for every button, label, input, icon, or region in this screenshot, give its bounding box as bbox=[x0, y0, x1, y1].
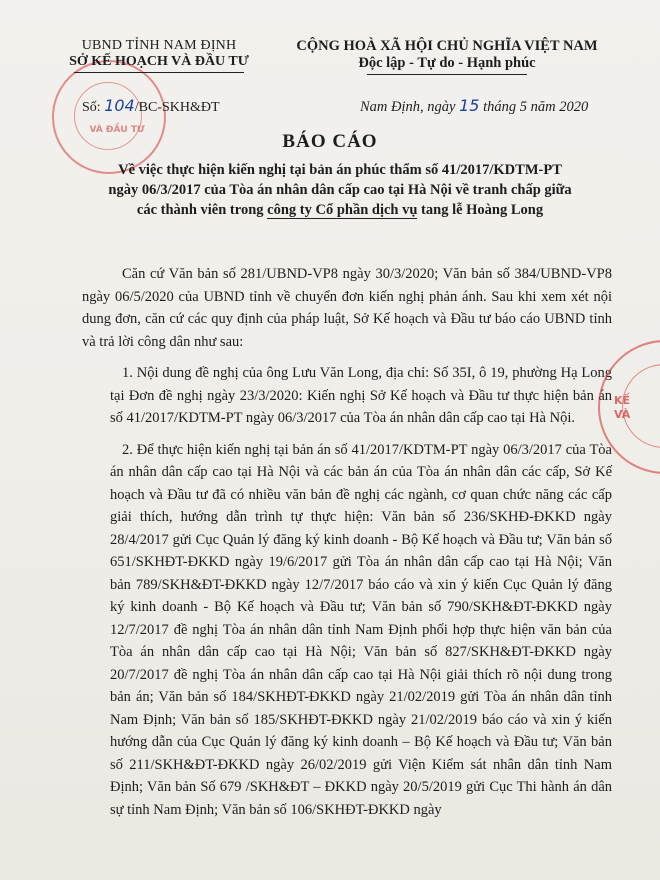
document-date bbox=[360, 96, 588, 116]
red-seal-stamp-left bbox=[52, 60, 166, 174]
seal-text-right: KẾ VÀ bbox=[614, 394, 631, 421]
doc-number-prefix: Số: bbox=[82, 100, 101, 115]
national-motto bbox=[282, 38, 612, 75]
subject-line-2: ngày 06/3/2017 của Tòa án nhân dân cấp cao tại Hà Nội về tranh chấp giữa bbox=[108, 182, 572, 198]
document-title: BÁO CÁO bbox=[282, 131, 378, 152]
document-subject bbox=[60, 160, 620, 220]
paragraph-item-2: 2. Để thực hiện kiến nghị tại bản án số 41/2017/KDTM-PT ngày 06/3/2017 của Tòa án nhân dân cấp cao tại Hà Nội và các bản án của Tòa án nhân dân các cấp, Sở Kế hoạch và Đầu tư đã có nhiều văn bản đề nghị các ngành, cơ quan chức năng các cấp giải thích, hướng dẫn trình tự thực hiện: Văn bản số 236/SKHĐ-ĐKKD ngày 28/4/2017 gửi Cục Quản lý đăng ký kinh doanh - Bộ Kế hoạch và Đầu tư; Văn bản số 651/SKHĐT-ĐKKD ngày 19/6/2017 gửi Tòa án nhân dân cấp cao tại Hà Nội; Văn bản 789/SKH&ĐT-ĐKKD ngày 12/7/2017 báo cáo và xin ý kiến Cục Quản lý đăng ký kinh doanh - Bộ Kế hoạch và Đầu tư; Văn bản số 790/SKH&ĐT-ĐKKD ngày 12/7/2017 đề nghị Tòa án nhân dân tỉnh Nam Định phối hợp thực hiện văn bản của Tòa án nhân dân cấp cao tại Hà Nội; Văn bản số 827/SKH&ĐT-ĐKKD ngày 20/7/2017 đề nghị Tòa án nhân dân cấp cao tại Hà Nội giải thích rõ nội dung trong bản án; Văn bản số 184/SKHĐT-ĐKKD ngày 21/02/2019 gửi Tòa án nhân dân tỉnh Nam Định; Văn bản số 185/SKHĐT-ĐKKD ngày 21/02/2019 báo cáo và xin ý kiến hướng dẫn của Cục Quản lý đăng ký kinh doanh – Bộ Kế hoạch và Đầu tư; Văn bản số 211/SKH&ĐT-ĐKKD ngày 26/02/2019 gửi Viện Kiểm sát nhân dân tỉnh Nam Định; Văn bản Số 679 /SKH&ĐT – ĐKKD ngày 20/5/2019 gửi Cục Thi hành án dân sự tỉnh Nam Định; Văn bản số 106/SKHĐT-ĐKKD ngày bbox=[110, 441, 612, 818]
date-prefix: Nam Định, ngày bbox=[360, 99, 456, 115]
document-body bbox=[82, 263, 612, 830]
doc-number-handwritten: 104 bbox=[104, 96, 135, 115]
paragraph-item-1: 1. Nội dung đề nghị của ông Lưu Văn Long, địa chỉ: Số 35I, ô 19, phường Hạ Long tại Đơn đề nghị ngày 23/3/2020: Kiến nghị Sở Kế hoạch và Đầu tư thực hiện bản án số 41/2017/KDTM-PT ngày 06/3/2017 của Tòa án nhân dân cấp cao tại Hà Nội. bbox=[110, 365, 612, 426]
agency-name: SỞ KẾ HOẠCH VÀ ĐẦU TƯ bbox=[69, 54, 249, 69]
date-suffix: tháng 5 năm 2020 bbox=[483, 99, 589, 115]
motto-underline bbox=[367, 74, 527, 75]
agency-parent: UBND TỈNH NAM ĐỊNH bbox=[81, 38, 237, 53]
doc-number-suffix: /BC-SKH&ĐT bbox=[134, 100, 220, 115]
underlined-company: công ty Cổ phần dịch vụ bbox=[267, 202, 418, 218]
subject-line-1: Về việc thực hiện kiến nghị tại bản án phúc thẩm số 41/2017/KDTM-PT bbox=[118, 162, 562, 178]
country-name: CỘNG HOÀ XÃ HỘI CHỦ NGHĨA VIỆT NAM bbox=[296, 38, 598, 54]
motto-text: Độc lập - Tự do - Hạnh phúc bbox=[358, 55, 536, 71]
agency-header bbox=[54, 38, 264, 73]
date-day-handwritten: 15 bbox=[459, 96, 480, 115]
subject-line-3: các thành viên trong công ty Cổ phần dịch vụ tang lễ Hoàng Long bbox=[136, 202, 544, 218]
seal-text-left: VÀ ĐẦU TƯ bbox=[89, 125, 145, 135]
agency-underline bbox=[74, 72, 244, 73]
paragraph-intro: Căn cứ Văn bản số 281/UBND-VP8 ngày 30/3/2020; Văn bản số 384/UBND-VP8 ngày 06/5/2020 của UBND tỉnh về chuyển đơn kiến nghị phản ánh. Sau khi xem xét nội dung đơn, căn cứ các quy định của pháp luật, Sở Kế hoạch và Đầu tư báo cáo UBND tỉnh và trả lời công dân như sau: bbox=[82, 266, 612, 350]
document-number bbox=[82, 96, 220, 116]
